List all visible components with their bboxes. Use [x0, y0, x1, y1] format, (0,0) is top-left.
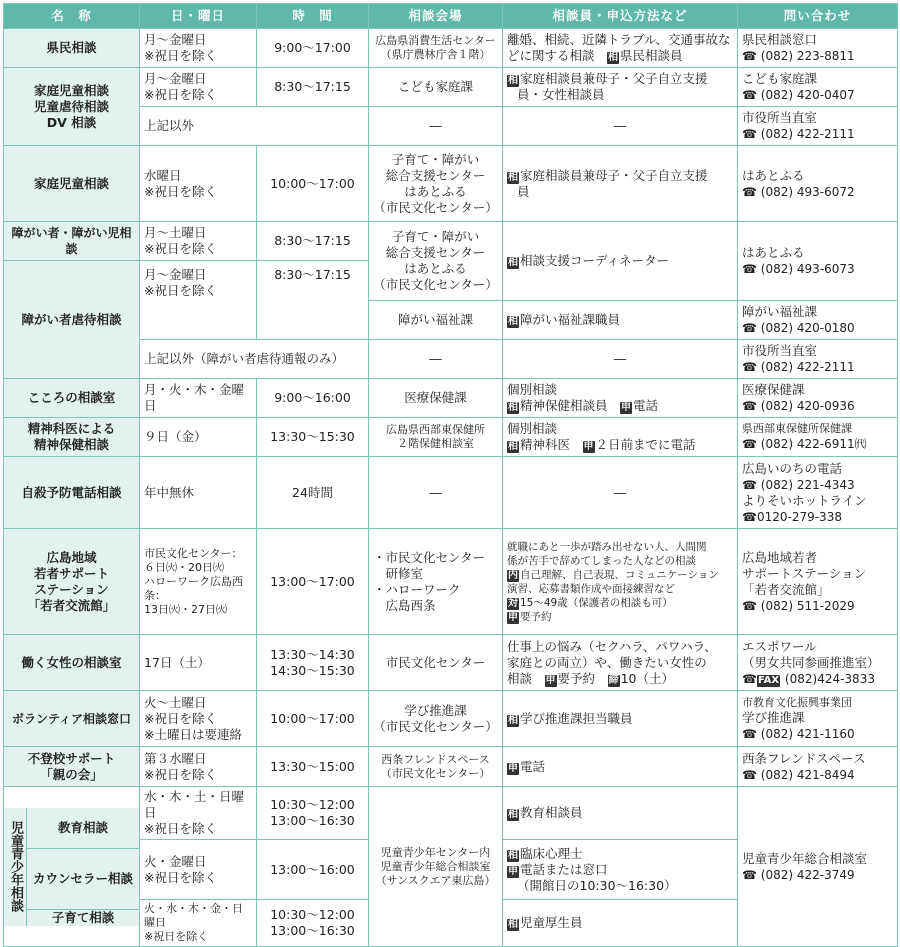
row-staff: 相 臨床心理士 申 電話または窓口 （開館日の10:30～16:30）	[503, 840, 738, 900]
phone-icon: ☎	[742, 321, 757, 335]
row-venue: ・市民文化センター 研修室 ・ハローワーク 広島西条	[369, 529, 503, 635]
table-row	[4, 29, 898, 68]
table-row	[4, 787, 898, 840]
row-day: 火～土曜日 ※祝日を除く ※土曜日は要連絡	[140, 691, 257, 747]
so-badge: 相	[508, 919, 518, 930]
row-staff: 就職にあと一歩が踏み出せない人、人間関 係が苦手で辞めてしまった人などの相談 内 自己理解、自己表現、コミュニケーション 演習、応募書類作成や面接練習など 対 15～49歳（保護者の相談も可） 申 要予約	[503, 529, 738, 635]
row-day: 月～金曜日 ※祝日を除く	[140, 68, 257, 107]
tai-badge: 対	[508, 597, 518, 609]
row-day: 上記以外（障がい者虐待通報のみ）	[140, 340, 369, 379]
header-contact: 問い合わせ	[738, 4, 898, 29]
so-badge: 相	[508, 809, 518, 820]
row-name: ボランティア相談窓口	[4, 691, 140, 747]
row-name: カウンセラー相談	[27, 849, 139, 910]
row-name: こころの相談室	[4, 379, 140, 418]
row-time: 10:00～17:00	[257, 691, 369, 747]
row-day: 月～金曜日 ※祝日を除く	[140, 261, 257, 340]
mo-badge: 申	[621, 402, 632, 413]
row-contact: 障がい福祉課 ☎ (082) 420-0180	[738, 301, 898, 340]
row-staff: 個別相談 相 精神科医 申 ２日前までに電話	[503, 418, 738, 457]
row-time: 13:30～15:00	[257, 747, 369, 787]
header-venue: 相談会場	[369, 4, 503, 29]
row-time: 9:00～16:00	[257, 379, 369, 418]
row-staff: 離婚、相続、近隣トラブル、交通事故な どに関する相談 相 県民相談員	[503, 29, 738, 68]
phone-icon: ☎	[742, 399, 757, 413]
row-time: 13:30～15:30	[257, 418, 369, 457]
row-time: 13:00～17:00	[257, 529, 369, 635]
row-name: 自殺予防電話相談	[4, 457, 140, 529]
table-row	[4, 691, 898, 747]
row-staff: 申 電話	[503, 747, 738, 787]
row-name: 障がい者・障がい児相談	[4, 222, 140, 261]
group-label: 児童青少年相談	[4, 808, 27, 926]
row-venue: 子育て・障がい 総合支援センター はあとふる （市民文化センター）	[369, 146, 503, 222]
table-row	[4, 635, 898, 691]
row-contact: 児童青少年総合相談室 ☎ (082) 422-3749	[738, 787, 898, 947]
jido-group-cell	[4, 787, 140, 947]
row-staff: 相 児童厚生員	[503, 900, 738, 947]
phone-icon: ☎	[742, 671, 757, 686]
row-venue: こども家庭課	[369, 68, 503, 107]
mo-badge: 申	[508, 865, 518, 877]
row-staff: 個別相談 相 精神保健相談員 申 電話	[503, 379, 738, 418]
table-row	[4, 529, 898, 635]
table-row	[4, 747, 898, 787]
row-venue: 子育て・障がい 総合支援センター はあとふる （市民文化センター）	[369, 222, 503, 301]
phone-icon: ☎	[742, 477, 757, 492]
row-day: 第３水曜日 ※祝日を除く	[140, 747, 257, 787]
header-time: 時 間	[257, 4, 369, 29]
header-row	[4, 4, 898, 29]
row-name: 子育て相談	[51, 909, 115, 925]
mo-badge: 申	[508, 611, 518, 623]
row-contact: 広島いのちの電話 ☎ (082) 221-4343 よりそいホットライン ☎0120-279-338	[738, 457, 898, 529]
row-contact: 県民相談窓口 ☎ (082) 223-8811	[738, 29, 898, 68]
row-day: 水・木・土・日曜日 ※祝日を除く	[140, 787, 257, 840]
header-name: 名 称	[4, 4, 140, 29]
row-time: 8:30～17:15	[257, 68, 369, 107]
row-staff: ―	[503, 107, 738, 146]
row-staff: ―	[503, 457, 738, 529]
row-day: 年中無休	[140, 457, 257, 529]
so-badge: 相	[508, 441, 518, 452]
phone-icon: ☎	[742, 767, 757, 782]
phone-icon: ☎	[742, 184, 757, 199]
row-staff: 相 学び推進課担当職員	[503, 691, 738, 747]
so-badge: 相	[508, 849, 518, 861]
phone-icon: ☎	[742, 437, 757, 451]
row-venue: 児童青少年センター内 児童青少年総合相談室 （サンスクエア東広島）	[369, 787, 503, 947]
row-day: 水曜日 ※祝日を除く	[140, 146, 257, 222]
row-name: 県民相談	[4, 29, 140, 68]
row-contact: 医療保健課 ☎ (082) 420-0936	[738, 379, 898, 418]
row-time: 13:30～14:30 14:30～15:30	[257, 635, 369, 691]
row-name: 働く女性の相談室	[4, 635, 140, 691]
so-badge: 相	[508, 75, 518, 86]
row-contact: 市役所当直室 ☎ (082) 422-2111	[738, 107, 898, 146]
row-time: 9:00～17:00	[257, 29, 369, 68]
phone-icon: ☎	[742, 360, 757, 374]
mo-badge: 申	[583, 441, 594, 452]
row-time: 8:30～17:15	[257, 261, 369, 340]
row-day: 月～土曜日 ※祝日を除く	[140, 222, 257, 261]
phone-icon: ☎	[742, 726, 757, 741]
row-day: 上記以外	[140, 107, 369, 146]
row-venue: 西条フレンドスペース （市民文化センター）	[369, 747, 503, 787]
row-day: 市民文化センター： ６日㈫・20日㈫ ハローワーク広島西条： 13日㈫・27日㈫	[140, 529, 257, 635]
row-contact: 市役所当直室 ☎ (082) 422-2111	[738, 340, 898, 379]
row-venue: 医療保健課	[369, 379, 503, 418]
row-staff: ―	[503, 340, 738, 379]
so-badge: 相	[508, 171, 518, 183]
row-venue: 障がい福祉課	[369, 301, 503, 340]
row-staff: 相 家庭相談員兼母子・父子自立支援 員	[503, 146, 738, 222]
row-venue: ―	[369, 457, 503, 529]
shime-badge: 締	[608, 674, 619, 686]
table-row	[4, 379, 898, 418]
row-day: 火・水・木・金・日曜日 ※祝日を除く	[140, 900, 257, 947]
row-contact: 県西部東保健所保健課 ☎ (082) 422-6911㈹	[738, 418, 898, 457]
table-row	[4, 146, 898, 222]
row-venue: 学び推進課 （市民文化センター）	[369, 691, 503, 747]
row-staff: 相 相談支援コーディネーター	[503, 222, 738, 301]
row-name: 不登校サポート 「親の会」	[4, 747, 140, 787]
row-staff: 相 教育相談員	[503, 787, 738, 840]
row-time: 10:00～17:00	[257, 146, 369, 222]
mo-badge: 申	[545, 674, 556, 686]
row-day: 月・火・木・金曜日	[140, 379, 257, 418]
row-name: 家庭児童相談	[4, 146, 140, 222]
row-day: 17日（土）	[140, 635, 257, 691]
row-time: 8:30～17:15	[257, 222, 369, 261]
phone-icon: ☎	[742, 262, 757, 276]
row-staff: 相 家庭相談員兼母子・父子自立支援 員・女性相談員	[503, 68, 738, 107]
row-contact: はあとふる ☎ (082) 493-6072	[738, 146, 898, 222]
so-badge: 相	[508, 714, 518, 726]
row-contact: 広島地域若者 サポートステーション 「若者交流館」 ☎ (082) 511-2029	[738, 529, 898, 635]
row-contact: 市教育文化振興事業団 学び推進課 ☎ (082) 421-1160	[738, 691, 898, 747]
so-badge: 相	[508, 257, 518, 268]
row-venue: 広島県消費生活センター （県庁農林庁舎１階）	[369, 29, 503, 68]
row-name: 家庭児童相談 児童虐待相談 DV 相談	[4, 68, 140, 146]
row-time: 10:30～12:00 13:00～16:30	[257, 900, 369, 947]
row-time: 24時間	[257, 457, 369, 529]
row-name: 精神科医による 精神保健相談	[4, 418, 140, 457]
row-venue: 市民文化センター	[369, 635, 503, 691]
row-contact: エスポワール （男女共同参画推進室） ☎FAX (082)424-3833	[738, 635, 898, 691]
table-row	[4, 222, 898, 261]
phone-icon: ☎	[742, 49, 757, 63]
row-contact: 西条フレンドスペース ☎ (082) 421-8494	[738, 747, 898, 787]
table-row	[4, 457, 898, 529]
row-name: 教育相談	[27, 808, 139, 849]
header-staff: 相談員・申込方法など	[503, 4, 738, 29]
table-row	[4, 68, 898, 107]
phone-icon: ☎	[742, 598, 757, 613]
nai-badge: 内	[508, 569, 518, 581]
so-badge: 相	[508, 402, 518, 413]
mo-badge: 申	[508, 762, 518, 774]
fax-icon: FAX	[757, 674, 780, 686]
row-venue: 広島県西部東保健所 ２階保健相談室	[369, 418, 503, 457]
row-venue: ―	[369, 107, 503, 146]
row-staff: 相 障がい福祉課職員	[503, 301, 738, 340]
phone-icon: ☎	[742, 867, 757, 882]
row-time: 10:30～12:00 13:00～16:30	[257, 787, 369, 840]
row-venue: ―	[369, 340, 503, 379]
row-contact: はあとふる ☎ (082) 493-6073	[738, 222, 898, 301]
row-day: 火・金曜日 ※祝日を除く	[140, 840, 257, 900]
row-time: 13:00～16:00	[257, 840, 369, 900]
row-day: 月～金曜日 ※祝日を除く	[140, 29, 257, 68]
consultation-table	[3, 3, 898, 947]
row-name: 広島地域 若者サポート ステーション 「若者交流館」	[4, 529, 140, 635]
row-day: ９日（金）	[140, 418, 257, 457]
phone-icon: ☎	[742, 509, 757, 524]
so-badge: 相	[608, 52, 619, 63]
table-row	[4, 418, 898, 457]
row-staff: 仕事上の悩み（セクハラ、パワハラ、 家庭との両立）や、働きたい女性の 相談 申 要予約 締 10（土）	[503, 635, 738, 691]
so-badge: 相	[508, 316, 518, 327]
row-name: 障がい者虐待相談	[4, 261, 140, 379]
phone-icon: ☎	[742, 127, 757, 141]
phone-icon: ☎	[742, 88, 757, 102]
header-day: 日・曜日	[140, 4, 257, 29]
row-contact: こども家庭課 ☎ (082) 420-0407	[738, 68, 898, 107]
